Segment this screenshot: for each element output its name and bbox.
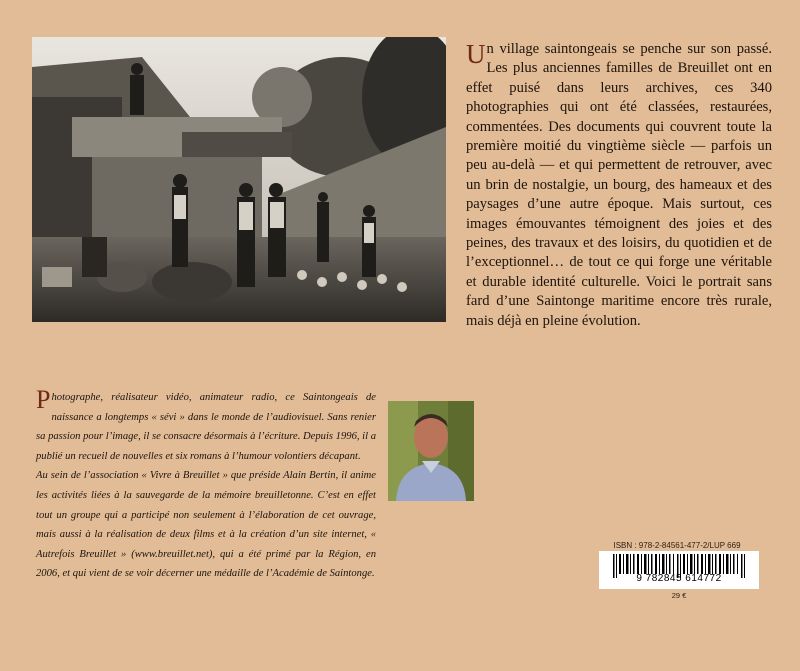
author-portrait xyxy=(388,401,474,501)
barcode xyxy=(599,551,759,589)
isbn-label: ISBN : 978-2-84561-477-2/LUP 669 xyxy=(613,541,741,550)
author-bio xyxy=(36,385,376,584)
bio-paragraph-1-text: hotographe, réalisateur vidéo, animateur radio, ce Saintongeais de naissance a longtemps « sévi » dans le monde de l’audiovisuel. Sans renier sa passion pour l’image, il se consacre désormais à l’écriture. Depuis 1996, il a publié un recueil de nouvelles et six romans à l’humour volontiers décapant. xyxy=(36,392,376,462)
bio-paragraph-1 xyxy=(36,385,376,466)
price-label: 29 € xyxy=(671,591,687,600)
summary-dropcap: U xyxy=(466,39,486,69)
bio-dropcap: P xyxy=(36,385,51,414)
barcode-number: 9 782845 614772 xyxy=(636,573,722,584)
book-summary xyxy=(466,40,772,331)
author-portrait-illustration xyxy=(388,401,474,501)
historical-photo xyxy=(32,37,446,322)
summary-text: n village saintongeais se penche sur son passé. Les plus anciennes familles de Breuillet ont en effet puisé dans leurs archives, ces 340 photographies qui ont été classées, restaurées, commentées. Des documents qui couvrent toute la première moitié du vingtième siècle — parfois un peu au-delà — et qui permettent de retrouver, avec un brin de nostalgie, un bourg, des hameaux et des paysages d’une autre époque. Mais surtout, ces images émouvantes témoignent des joies et des peines, des travaux et des loisirs, du quotidien et de l’exceptionnel… de tout ce qui forge une véritable et durable identité culturelle. Voici le portrait sans fard d’une Saintonge maritime encore très rurale, mais déjà en pleine évolution. xyxy=(466,41,772,329)
threshing-scene-illustration xyxy=(32,37,446,322)
bio-paragraph-2: Au sein de l’association « Vivre à Breuillet » que préside Alain Bertin, il anime les activités liées à la sauvegarde de la mémoire breuilletonne. C’est en effet tout un groupe qui a participé non seulement à l’élaboration de cet ouvrage, mais aussi à la réalisation de deux films et à la création d’un site internet, « Autrefois Breuillet » (www.breuillet.net), qui a été primé par la Région, en 2006, et qui vient de se voir décerner une médaille de l’Académie de Saintonge. xyxy=(36,470,376,580)
